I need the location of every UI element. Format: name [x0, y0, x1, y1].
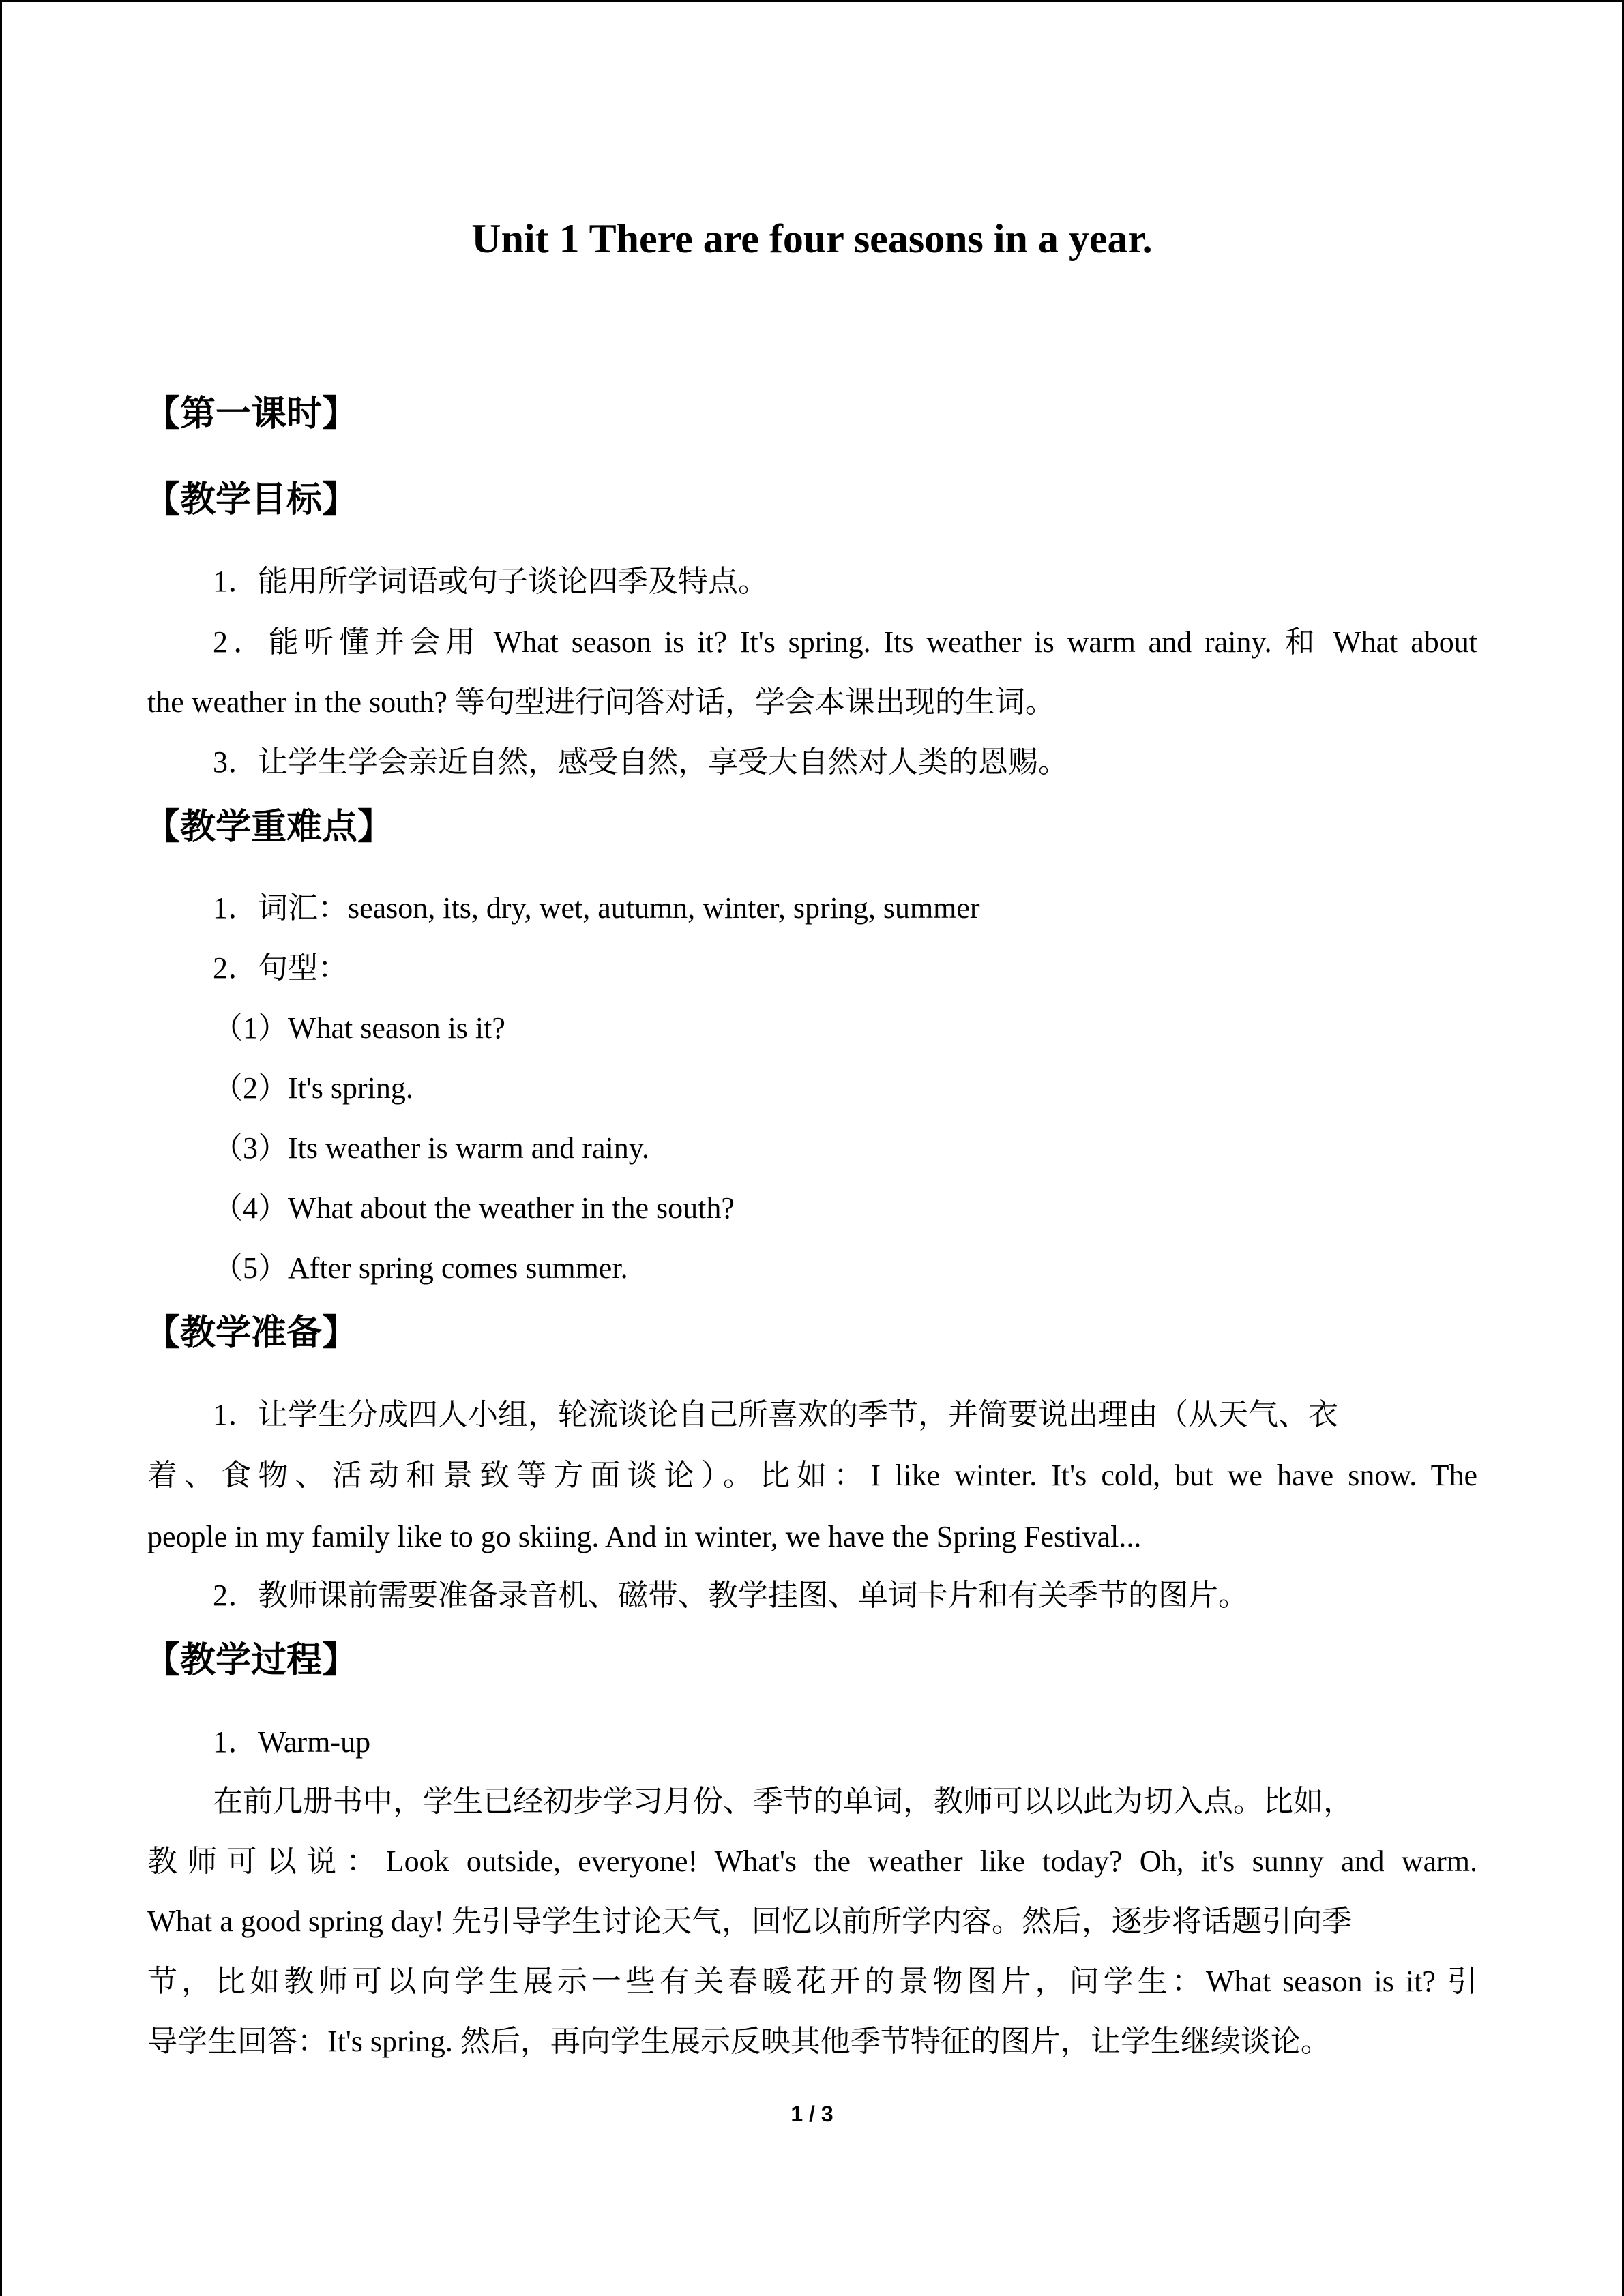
pattern-item-4: （4）What about the weather in the south? [213, 1191, 735, 1225]
heading-objectives: 【教学目标】 [145, 479, 358, 520]
heading-process: 【教学过程】 [145, 1640, 358, 1681]
document-title: Unit 1 There are four seasons in a year. [471, 216, 1153, 261]
preparation-item-1-line-3: people in my family like to go skiing. And in winter, we have the Spring Festival... [147, 1520, 1142, 1553]
pattern-item-2: （2）It's spring. [213, 1071, 413, 1105]
process-item-1: 1．Warm-up [213, 1725, 371, 1759]
keypoint-patterns-label: 2．句型： [213, 951, 348, 985]
process-paragraph-line-4: 节，比如教师可以向学生展示一些有关春暖花开的景物图片，问学生：What season is it? 引 [147, 1965, 1477, 1998]
objective-item-1: 1．能用所学词语或句子谈论四季及特点。 [213, 565, 768, 598]
objective-item-2-line-1: 2．能听懂并会用 What season is it? It's spring. Its weather is warm and rainy. 和 What about [213, 625, 1477, 659]
process-paragraph-line-2: 教师可以说：Look outside, everyone! What's the weather like today? Oh, it's sunny and warm. [147, 1845, 1477, 1878]
objective-item-2-line-2: the weather in the south? 等句型进行问答对话，学会本课出现的生词。 [147, 685, 1055, 719]
process-paragraph-line-5: 导学生回答：It's spring. 然后，再向学生展示反映其他季节特征的图片，让学生继续谈论。 [147, 2025, 1331, 2058]
heading-preparation: 【教学准备】 [145, 1313, 358, 1354]
page-number: 1 / 3 [791, 2102, 833, 2126]
heading-keypoints: 【教学重难点】 [145, 807, 394, 848]
preparation-item-1-line-2: 着、食物、活动和景致等方面谈论）。比如：I like winter. It's cold, but we have snow. The [147, 1459, 1477, 1492]
pattern-item-5: （5）After spring comes summer. [213, 1251, 628, 1285]
process-paragraph-line-3: What a good spring day! 先引导学生讨论天气，回忆以前所学内容。然后，逐步将话题引向季 [147, 1905, 1352, 1938]
keypoint-vocab: 1．词汇：season, its, dry, wet, autumn, winter, spring, summer [213, 891, 980, 925]
preparation-item-1-line-1: 1．让学生分成四人小组，轮流谈论自己所喜欢的季节，并简要说出理由（从天气、衣 [213, 1398, 1338, 1431]
pattern-item-1: （1）What season is it? [213, 1011, 505, 1045]
objective-item-3: 3．让学生学会亲近自然，感受自然，享受大自然对人类的恩赐。 [213, 745, 1068, 779]
pattern-item-3: （3）Its weather is warm and rainy. [213, 1131, 649, 1165]
process-paragraph-line-1: 在前几册书中，学生已经初步学习月份、季节的单词，教师可以以此为切入点。比如， [213, 1785, 1353, 1818]
heading-lesson: 【第一课时】 [145, 393, 358, 434]
preparation-item-2: 2．教师课前需要准备录音机、磁带、教学挂图、单词卡片和有关季节的图片。 [213, 1579, 1248, 1612]
